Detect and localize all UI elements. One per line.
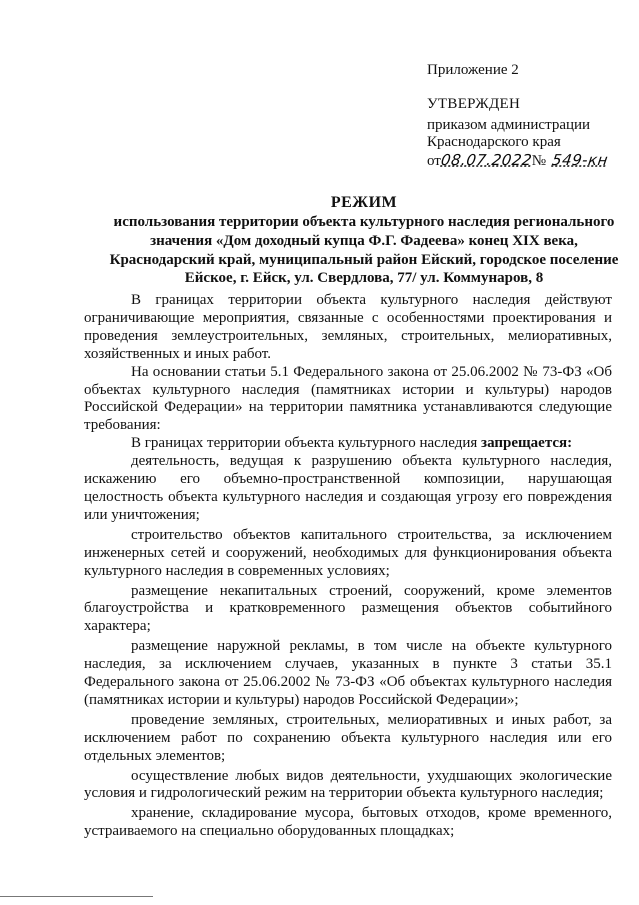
paragraph: В границах территории объекта культурного наследия действуют ограничивающие мероприятия, связанные с особенностями проектирования и проведения землеустроительных, земляных, строительных, мелиоративных, хозяйственных и иных работ. — [84, 292, 612, 362]
prohibited-keyword: запрещается: — [481, 435, 573, 452]
approval-label: УТВЕРЖДЕН — [427, 96, 521, 112]
subject-line: значения «Дом доходный купца Ф.Г. Фадеева» конец XIX века, — [150, 232, 578, 249]
approval-block — [427, 96, 608, 170]
prohibited-intro-paragraph — [84, 435, 612, 453]
prohibition-item: хранение, складирование мусора, бытовых отходов, кроме временного, устраиваемого на специально оборудованных площадках; — [84, 805, 612, 840]
prohibition-item: строительство объектов капитального строительства, за исключением инженерных сетей и сооружений, необходимых для функционирования объекта культурного наследия в современных условиях; — [84, 526, 612, 579]
title-block — [104, 193, 624, 288]
approval-date-line — [427, 152, 608, 171]
document-title: РЕЖИМ — [330, 194, 398, 211]
subject-line: Ейское, г. Ейск, ул. Свердлова, 77/ ул. Коммунаров, 8 — [184, 270, 544, 287]
paragraph: На основании статьи 5.1 Федерального закона от 25.06.2002 № 73-ФЗ «Об объектах культурного наследия (памятниках истории и культуры) народов Российской Федерации» на территории памятника устанавливаются следующие требования: — [84, 363, 612, 434]
prohibition-item: осуществление любых видов деятельности, ухудшающих экологические условия и гидрологический режим на территории объекта культурного наследия; — [84, 767, 612, 802]
prohibited-intro-text: В границах территории объекта культурного наследия — [131, 435, 482, 452]
number-prefix: № — [531, 152, 547, 169]
date-prefix: от — [427, 152, 441, 169]
subject-line: Краснодарский край, муниципальный район Ейский, городское поселение — [109, 251, 619, 268]
prohibition-item: проведение земляных, строительных, мелиоративных и иных работ, за исключением работ по сохранению объекта культурного наследия или его отдельных элементов; — [84, 711, 612, 764]
prohibition-item: деятельность, ведущая к разрушению объекта культурного наследия, искажению его объемно-пространственной композиции, нарушающая целостность объекта культурного наследия и создающая угрозу его повреждения или уничтожения; — [84, 453, 612, 523]
approval-line-2: Краснодарского края — [427, 134, 561, 150]
prohibition-item: размещение некапитальных строений, сооружений, кроме элементов благоустройства и кратковременного размещения объектов событийного характера; — [84, 582, 612, 635]
subject-line: использования территории объекта культурного наследия регионального — [113, 214, 615, 230]
appendix-label: Приложение 2 — [427, 62, 519, 78]
approval-line-1: приказом администрации — [427, 116, 591, 133]
document-body — [84, 292, 612, 841]
handwritten-date: 08.07.2022 — [439, 150, 534, 169]
document-subject — [104, 213, 624, 288]
handwritten-number: 549-кн — [550, 150, 610, 169]
prohibition-item: размещение наружной рекламы, в том числе на объекте культурного наследия, за исключением случаев, указанных в пункте 3 статьи 35.1 Федерального закона от 25.06.2002 № 73-ФЗ «Об объектах культурного наследия (памятниках истории и культуры) народов Российской Федерации»; — [84, 638, 612, 708]
footnote-divider — [0, 896, 153, 897]
